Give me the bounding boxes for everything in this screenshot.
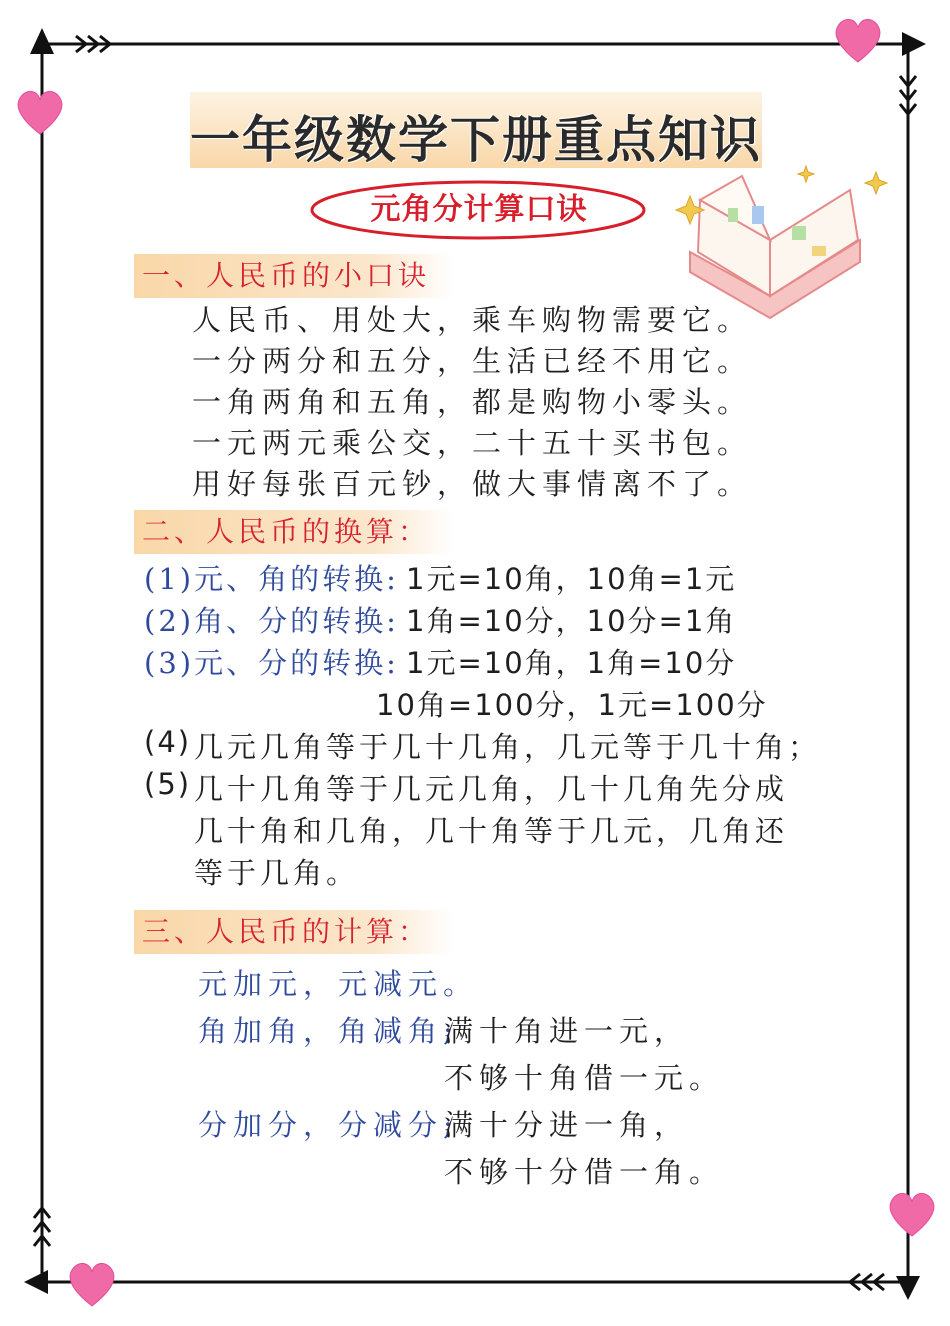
conversion-label: (1)元、角的转换: xyxy=(144,562,399,596)
calc-text: 满十角进一元， xyxy=(444,1014,690,1048)
conversion-text: 几十几角等于几元几角，几十几角先分成 xyxy=(194,772,789,806)
conversion-text: 几元几角等于几十几角，几元等于几十角； xyxy=(194,730,822,764)
calc-label: 分加分，分减分; xyxy=(198,1108,459,1142)
open-book-icon xyxy=(690,176,860,318)
heart-icon xyxy=(836,19,880,62)
title-highlight xyxy=(190,92,762,168)
conversion-text: 1角=10分，10分=1角 xyxy=(406,604,737,638)
heart-icon xyxy=(18,91,62,134)
conversion-text: 等于几角。 xyxy=(194,856,360,890)
rhyme-line: 一角两角和五角，都是购物小零头。 xyxy=(192,385,753,419)
sparkle-icon xyxy=(798,166,814,182)
conversion-label: (3)元、分的转换: xyxy=(144,646,399,680)
arrow-icon xyxy=(896,1276,920,1300)
heart-icon xyxy=(70,1263,114,1306)
rhyme-line: 一分两分和五分，生活已经不用它。 xyxy=(192,344,753,378)
calc-label: 角加角，角减角; xyxy=(198,1014,459,1048)
conversion-label: (4) xyxy=(144,725,192,759)
conversion-label: (2)角、分的转换: xyxy=(144,604,399,638)
conversion-text: 10角=100分，1元=100分 xyxy=(376,688,768,722)
arrow-icon xyxy=(902,32,926,56)
conversion-text: 1元=10角，1角=10分 xyxy=(406,646,737,680)
section-heading-2: 二、人民币的换算： xyxy=(134,510,454,554)
arrow-icon xyxy=(24,1270,48,1294)
calc-label: 元加元，元减元。 xyxy=(198,967,479,1001)
rhyme-line: 用好每张百元钞，做大事情离不了。 xyxy=(192,467,753,501)
subtitle: 元角分计算口诀 xyxy=(370,192,588,227)
conversion-text: 1元=10角，10角=1元 xyxy=(406,562,737,596)
rhyme-line: 人民币、用处大，乘车购物需要它。 xyxy=(192,303,753,337)
sparkle-icon xyxy=(865,172,887,194)
conversion-text: 几十角和几角，几十角等于几元，几角还 xyxy=(194,814,789,848)
calc-text: 不够十角借一元。 xyxy=(444,1061,725,1095)
heart-icon xyxy=(890,1193,934,1236)
calc-text: 不够十分借一角。 xyxy=(444,1155,725,1189)
section-heading-1: 一、人民币的小口诀 xyxy=(134,254,454,298)
page-title: 一年级数学下册重点知识 xyxy=(190,111,762,169)
calc-text: 满十分进一角， xyxy=(444,1108,690,1142)
arrow-icon xyxy=(30,28,54,54)
section-heading-3: 三、人民币的计算： xyxy=(134,910,454,954)
conversion-label: (5) xyxy=(144,767,192,801)
rhyme-line: 一元两元乘公交，二十五十买书包。 xyxy=(192,426,753,460)
